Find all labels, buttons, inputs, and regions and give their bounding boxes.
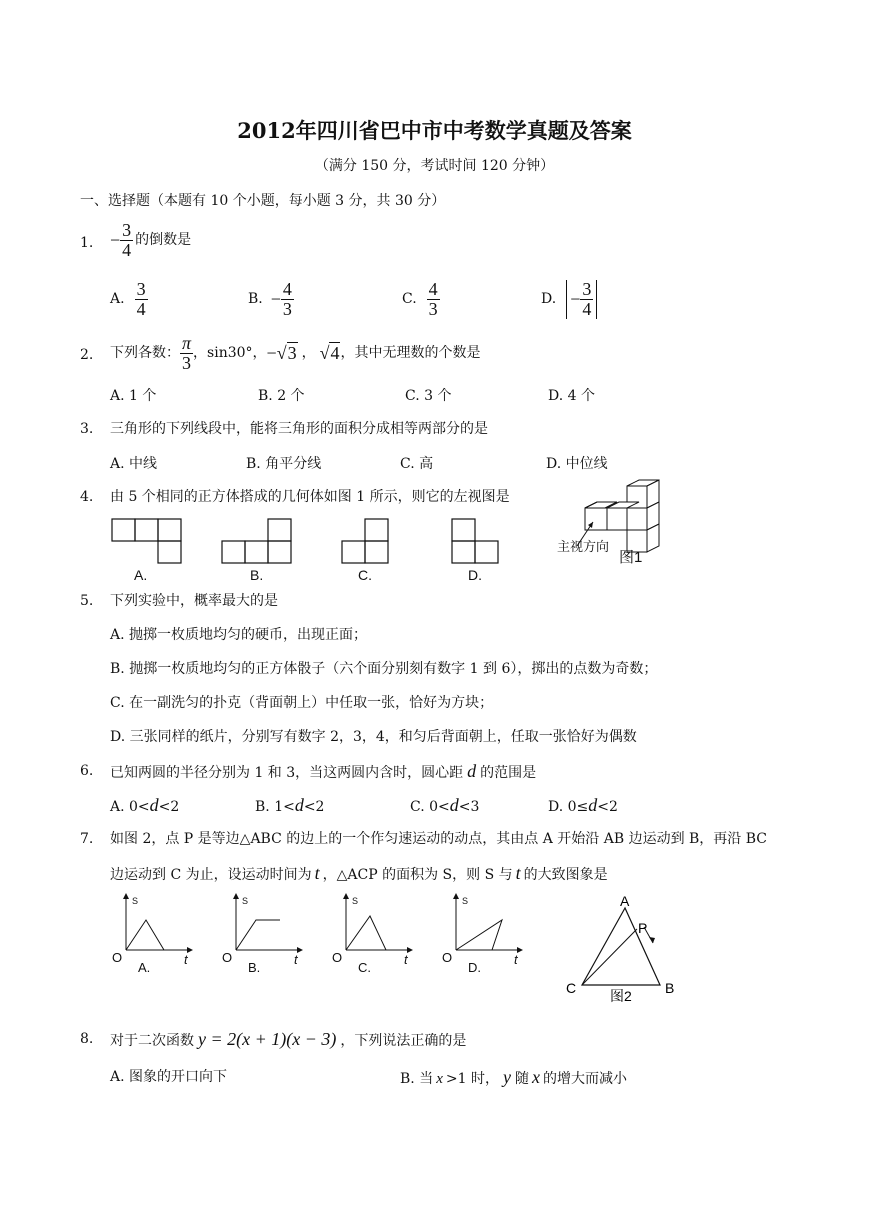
q8-stem: 对于二次函数 y = 2(x + 1)(x − 3) ，下列说法正确的是	[110, 1029, 467, 1049]
q5-option-c: C. 在一副洗匀的扑克（背面朝上）中任取一张，恰好为方块；	[110, 695, 494, 711]
q5-option-a: A. 抛掷一枚质地均匀的硬币，出现正面；	[110, 627, 368, 643]
section-heading: 一、选择题（本题有 10 个小题，每小题 3 分，共 30 分）	[80, 193, 446, 209]
q3-stem: 三角形的下列线段中，能将三角形的面积分成相等两部分的是	[110, 421, 488, 437]
q4-option-a-figure	[112, 519, 181, 563]
q1-text: 的倒数是	[135, 232, 192, 249]
q2-option-d: D. 4 个	[548, 388, 595, 404]
q6-number: 6.	[80, 763, 94, 779]
q1-option-d: D. − $\frac{3}{4}$	[541, 280, 597, 319]
q2-number: 2.	[80, 347, 94, 363]
point-p: P	[638, 920, 648, 936]
q5-number: 5.	[80, 593, 94, 609]
figure-1-caption: 图1	[619, 549, 643, 566]
q4-label-c: C.	[358, 567, 372, 583]
graph-b-label: B.	[248, 960, 261, 975]
q4-label-a: A.	[134, 567, 148, 583]
q1-stem	[110, 221, 191, 260]
q1-fraction: $\frac{3}{4}$	[122, 220, 132, 260]
minus-sign: −	[110, 230, 121, 251]
q8-option-a: A. 图象的开口向下	[110, 1069, 228, 1085]
vertex-b: B	[665, 980, 675, 996]
graph-b-s-label: S	[242, 896, 249, 906]
q7-graph-options	[108, 892, 528, 977]
q4-label-d: D.	[468, 567, 482, 583]
q6-option-c: C. 0<d<3	[410, 795, 480, 815]
q1-number: 1.	[80, 235, 94, 251]
q8-equation: y = 2(x + 1)(x − 3)	[198, 1029, 337, 1049]
graph-d-t-label: t	[514, 952, 518, 967]
q3-option-b: B. 角平分线	[246, 456, 322, 472]
graph-a-t-label: t	[184, 952, 188, 967]
graph-b-origin: O	[222, 950, 233, 965]
figure-2-triangle	[560, 893, 690, 1005]
q5-stem: 下列实验中，概率最大的是	[110, 593, 278, 609]
q6-option-a: A. 0<d<2	[110, 795, 180, 815]
q1-option-b: B. − $\frac{4}{3}$	[248, 279, 292, 319]
q7-stem-line1: 如图 2，点 P 是等边△ABC 的边上的一个作匀速运动的动点，其由点 A 开始沿 AB 边运动到 B，再沿 BC	[110, 831, 768, 847]
q4-option-d-figure	[452, 519, 498, 563]
q3-option-d: D. 中位线	[546, 456, 608, 472]
q4-view-options	[108, 515, 508, 585]
q2-option-c: C. 3 个	[405, 388, 452, 404]
pi-over-3: $\frac{\pi}{3}$	[182, 333, 192, 373]
vertex-c: C	[566, 980, 577, 996]
graph-c-origin: O	[332, 950, 343, 965]
figure-1-direction-label: 主视方向	[557, 539, 610, 554]
graph-c-label: C.	[358, 960, 371, 975]
exam-info: （满分 150 分，考试时间 120 分钟）	[314, 158, 555, 174]
graph-c-s-label: S	[352, 896, 359, 906]
page-title: 2012年四川省巴中市中考数学真题及答案	[237, 118, 632, 143]
graph-a-label: A.	[138, 960, 151, 975]
q3-option-c: C. 高	[400, 456, 434, 472]
graph-a-s-label: S	[132, 896, 139, 906]
graph-a-origin: O	[112, 950, 123, 965]
q1-option-c: C. $\frac{4}{3}$	[402, 279, 438, 319]
q7-number: 7.	[80, 831, 94, 847]
q1-option-a: A. $\frac{3}{4}$	[110, 279, 146, 319]
graph-d-label: D.	[468, 960, 481, 975]
q2-option-a: A. 1 个	[110, 388, 157, 404]
sqrt-4: √4	[319, 343, 340, 364]
q7-stem-line2: 边运动到 C 为止，设运动时间为 t ，△ACP 的面积为 S，则 S 与 t 的大致图象是	[110, 863, 608, 883]
q5-option-d: D. 三张同样的纸片，分别写有数字 2，3，4，和匀后背面朝上，任取一张恰好为偶数	[110, 729, 637, 745]
q3-option-a: A. 中线	[110, 456, 158, 472]
q5-option-b: B. 抛掷一枚质地均匀的正方体骰子（六个面分别刻有数字 1 到 6），掷出的点数为奇数；	[110, 661, 658, 677]
q4-label-b: B.	[250, 567, 264, 583]
q4-option-b-figure	[222, 519, 291, 563]
q4-option-c-figure	[342, 519, 388, 563]
vertex-a: A	[620, 893, 630, 909]
q4-number: 4.	[80, 489, 94, 505]
graph-b-t-label: t	[294, 952, 298, 967]
graph-d-s-label: S	[462, 896, 469, 906]
q4-stem: 由 5 个相同的正方体搭成的几何体如图 1 所示，则它的左视图是	[110, 489, 510, 505]
sqrt-3: √3	[276, 343, 297, 364]
figure-2-caption: 图2	[610, 988, 632, 1004]
q8-option-b: B. 当 x >1 时， y 随 x 的增大而减小	[400, 1067, 627, 1087]
q3-number: 3.	[80, 421, 94, 437]
graph-c-t-label: t	[404, 952, 408, 967]
graph-d-origin: O	[442, 950, 453, 965]
figure-1-cubes	[555, 478, 675, 573]
q6-stem: 已知两圆的半径分别为 1 和 3，当这两圆内含时，圆心距 d 的范围是	[110, 761, 537, 781]
q6-option-b: B. 1<d<2	[255, 795, 325, 815]
q6-option-d: D. 0≤d<2	[548, 795, 618, 815]
q8-number: 8.	[80, 1031, 94, 1047]
q2-option-b: B. 2 个	[258, 388, 305, 404]
q2-stem: 下列各数： $\frac{\pi}{3}$ ，sin30°， − √3 ， √4 ，其中无理数的个数是	[110, 333, 481, 373]
